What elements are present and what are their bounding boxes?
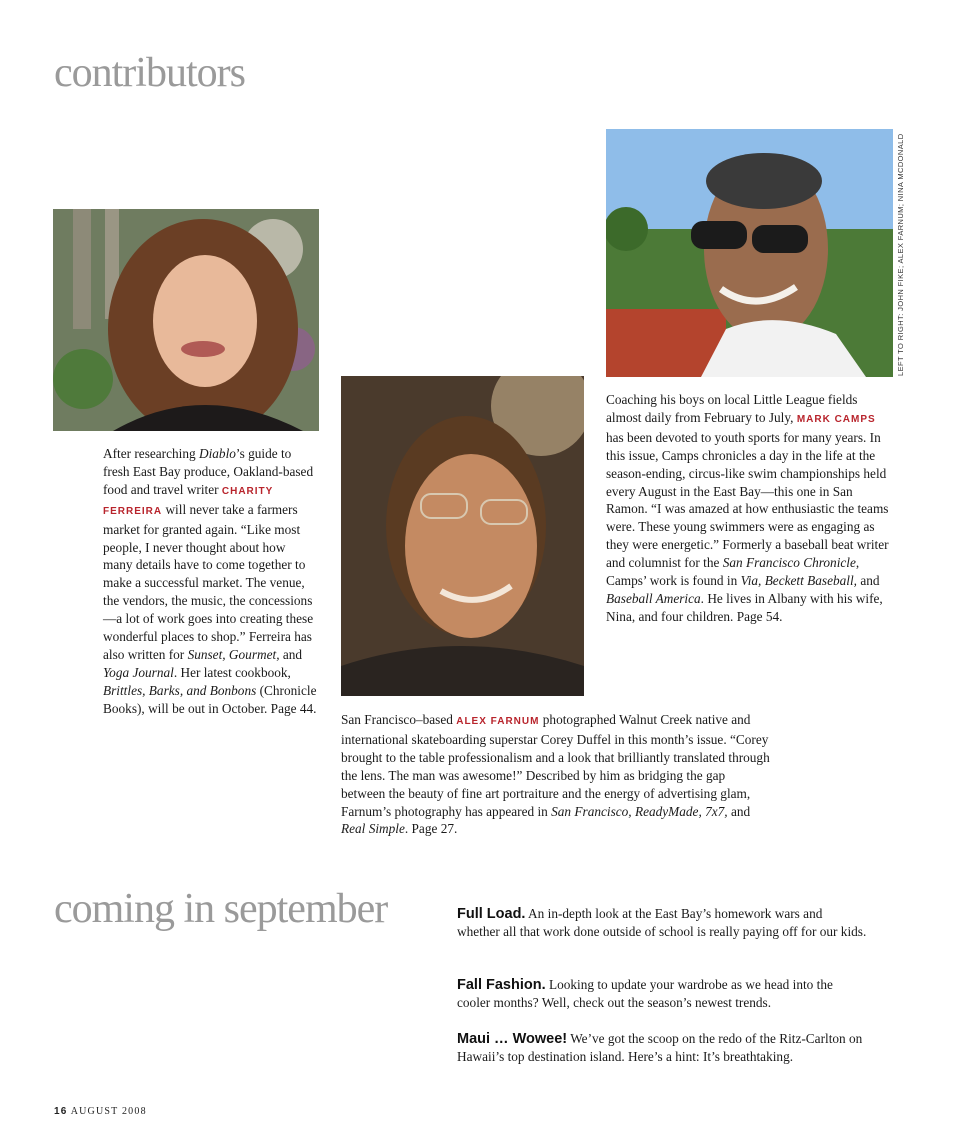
bio-italic-text: Sunset, Gourmet, [187, 646, 280, 662]
bio-italic-text: Baseball America [606, 590, 701, 606]
portrait-man-glasses-image [341, 376, 584, 696]
page-number: 16 [54, 1106, 68, 1117]
portrait-man-sunglasses-image [606, 129, 893, 377]
charity-ferreira-photo [53, 209, 319, 431]
teaser-headline: Fall Fashion. [457, 977, 546, 993]
photo-credit: LEFT TO RIGHT: JOHN FIKE; ALEX FARNUM; NINA MCDONALD [896, 133, 905, 376]
bio-text: (Chronicle Books), will be out in October. Page 44. [103, 682, 317, 716]
bio-text: , Camps’ work is found in [606, 555, 860, 589]
bio-italic-text: Brittles, Barks, and Bonbons [103, 682, 257, 698]
alex-farnum-bio [341, 711, 771, 838]
contributor-name: CHARITY FERREIRA [103, 485, 274, 517]
bio-text: and [279, 646, 303, 662]
bio-italic-text: San Francisco, ReadyMade, 7x7, [551, 803, 728, 819]
bio-text: . He lives in Albany with his wife, Nina, and four children. Page 54. [606, 590, 883, 624]
teaser-text: An in-depth look at the East Bay’s homework wars and whether all that work done outside of school is really paying off for our kids. [457, 906, 867, 939]
bio-italic-text: Via, Beckett Baseball, [740, 573, 857, 589]
alex-farnum-photo [341, 376, 584, 696]
teaser-headline: Maui … Wowee! [457, 1031, 568, 1047]
issue-date: AUGUST 2008 [70, 1106, 147, 1117]
contributors-heading: contributors [54, 50, 245, 96]
page-folio [54, 1106, 147, 1117]
bio-italic-text: Diablo [198, 446, 236, 461]
bio-text: Coaching his boys on local Little League fields almost daily from February to July, [606, 392, 858, 425]
teaser-item [457, 1030, 867, 1066]
bio-text: ’s guide to fresh East Bay produce, Oakland-based food and travel writer [103, 446, 314, 497]
bio-italic-text: Yoga Journal [103, 664, 174, 680]
bio-text: San Francisco–based [341, 712, 457, 727]
bio-text: After researching [103, 446, 199, 461]
teaser-item [457, 976, 867, 1012]
coming-in-september-heading: coming in september [54, 886, 388, 932]
teaser-text: Looking to update your wardrobe as we head into the cooler months? Well, check out the season’s newest trends. [457, 977, 833, 1010]
contributor-name: MARK CAMPS [796, 413, 876, 425]
bio-text: will never take a farmers market for granted again. “Like most people, I never thought about how many details have to come together to make a successful market. The venue, the vendors, the music, the concessions—a lot of work goes into creating these wonderful places to shop.” Ferreira has also written for [103, 501, 314, 662]
bio-text: and [857, 573, 880, 589]
teaser-item [457, 905, 867, 941]
bio-text: . Page 27. [404, 821, 458, 837]
bio-italic-text: Real Simple [341, 821, 405, 837]
teaser-headline: Full Load. [457, 906, 526, 922]
portrait-woman-image [53, 209, 319, 431]
bio-text: . Her latest cookbook, [173, 664, 291, 680]
mark-camps-bio [606, 391, 894, 626]
mark-camps-photo [606, 129, 893, 377]
bio-italic-text: San Francisco Chronicle [722, 555, 856, 571]
charity-ferreira-bio [103, 445, 318, 718]
contributor-name: ALEX FARNUM [456, 716, 540, 727]
bio-text: and [727, 803, 751, 819]
bio-text: photographed Walnut Creek native and international skateboarding superstar Corey Duffel in this month’s issue. “Corey brought to the table professionalism and a look that brilliantly translated through the lens. The man was awesome!” Described by him as bridging the gap between the beauty of fine art portraiture and the energy of advertising glam, Farnum’s photography has appeared in [341, 712, 770, 819]
teaser-text: We’ve got the scoop on the redo of the Ritz-Carlton on Hawaii’s top destination island. Here’s a hint: It’s breathtaking. [457, 1031, 863, 1064]
bio-text: has been devoted to youth sports for many years. In this issue, Camps chronicles a day in the life at the season-ending, circus-like swim championships held every August in the East Bay—this one in San Ramon. “I was amazed at how enthusiastic the teams were. These young swimmers were as engaging as they were energetic.” Formerly a baseball beat writer and columnist for the [606, 429, 889, 571]
